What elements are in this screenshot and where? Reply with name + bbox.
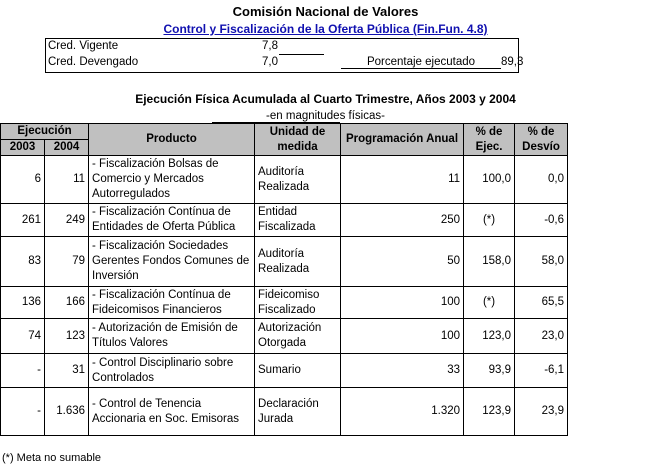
header-producto: Producto [89,124,255,156]
credit-devengado-label: Cred. Devengado [48,56,139,68]
cell-2004: 31 [45,354,89,388]
cell-2004: 1.636 [45,388,89,436]
header-unidad: Unidad de medida [255,124,341,156]
cell-programacion: 100 [341,287,464,319]
header-pct-desvio: % de Desvío [515,124,568,156]
table-row [1,204,568,237]
cell-pct-ejec: 123,9 [464,388,515,436]
header-pct-ejec: % de Ejec. [464,124,515,156]
table-body [1,156,568,436]
cell-producto: - Fiscalización Bolsas de Comercio y Mercados Autorregulados [89,156,255,204]
cell-producto: - Control Disciplinario sobre Controlados [89,354,255,388]
cell-producto: - Fiscalización Sociedades Gerentes Fondos Comunes de Inversión [89,237,255,287]
cell-2003: 6 [1,156,45,204]
cell-pct-ejec: 93,9 [464,354,515,388]
cell-pct-ejec: 158,0 [464,237,515,287]
cell-2004: 123 [45,319,89,354]
cell-producto: - Autorización de Emisión de Títulos Valores [89,319,255,354]
cell-producto: - Control de Tenencia Accionaria en Soc. Emisoras [89,388,255,436]
table-row [1,388,568,436]
header-year-2004: 2004 [45,140,89,156]
cell-programacion: 33 [341,354,464,388]
cell-2004: 11 [45,156,89,204]
header-programacion: Programación Anual [341,124,464,156]
cell-producto: - Fiscalización Contínua de Entidades de Oferta Pública [89,204,255,237]
cell-pct-desvio: -6,1 [515,354,568,388]
table-row [1,237,568,287]
cell-pct-desvio: 23,9 [515,388,568,436]
cell-unidad: Autorización Otorgada [255,319,341,354]
section-title: Ejecución Física Acumulada al Cuarto Trimestre, Años 2003 y 2004 [135,92,516,106]
cell-2003: 136 [1,287,45,319]
header-year-2003: 2003 [1,140,45,156]
cell-pct-desvio: 65,5 [515,287,568,319]
cell-2004: 249 [45,204,89,237]
cell-programacion: 1.320 [341,388,464,436]
cell-2004: 166 [45,287,89,319]
cell-pct-desvio: 23,0 [515,319,568,354]
table-row [1,354,568,388]
footnote: (*) Meta no sumable [2,452,102,464]
header-ejecucion: Ejecución [1,124,89,140]
table-row [1,156,568,204]
unit-note: -en magnitudes físicas- [266,110,385,122]
cell-programacion: 11 [341,156,464,204]
cell-unidad: Declaración Jurada [255,388,341,436]
cell-pct-ejec: 100,0 [464,156,515,204]
credit-devengado-value: 7,0 [262,56,278,68]
cell-2003: 83 [1,237,45,287]
cell-pct-ejec: (*) [464,204,515,237]
credit-vigente-value: 7,8 [262,40,278,52]
credit-devengado-row [46,56,524,72]
cell-pct-ejec: 123,0 [464,319,515,354]
credit-vigente-row [46,40,518,56]
document-title: Comisión Nacional de Valores [232,4,419,19]
cell-2004: 79 [45,237,89,287]
cell-programacion: 250 [341,204,464,237]
credit-vigente-underline [279,54,324,55]
document-subtitle: Control y Fiscalización de la Oferta Pública (Fin.Fun. 4.8) [163,22,488,36]
cell-pct-desvio: 0,0 [515,156,568,204]
cell-2003: - [1,354,45,388]
cell-2003: 261 [1,204,45,237]
percentage-executed-label: Porcentaje ejecutado [341,56,501,69]
execution-table [0,123,568,436]
cell-2003: - [1,388,45,436]
credits-box [45,38,524,73]
cell-pct-desvio: 58,0 [515,237,568,287]
cell-2003: 74 [1,319,45,354]
cell-unidad: Auditoría Realizada [255,156,341,204]
cell-pct-ejec: (*) [464,287,515,319]
cell-unidad: Entidad Fiscalizada [255,204,341,237]
cell-unidad: Auditoría Realizada [255,237,341,287]
table-row [1,287,568,319]
cell-programacion: 100 [341,319,464,354]
table-row [1,319,568,354]
cell-unidad: Fideicomiso Fiscalizado [255,287,341,319]
cell-unidad: Sumario [255,354,341,388]
cell-programacion: 50 [341,237,464,287]
credit-vigente-label: Cred. Vigente [48,40,119,52]
cell-producto: - Fiscalización Contínua de Fideicomisos Financieros [89,287,255,319]
cell-pct-desvio: -0,6 [515,204,568,237]
percentage-executed-value: 89,3 [501,56,524,68]
